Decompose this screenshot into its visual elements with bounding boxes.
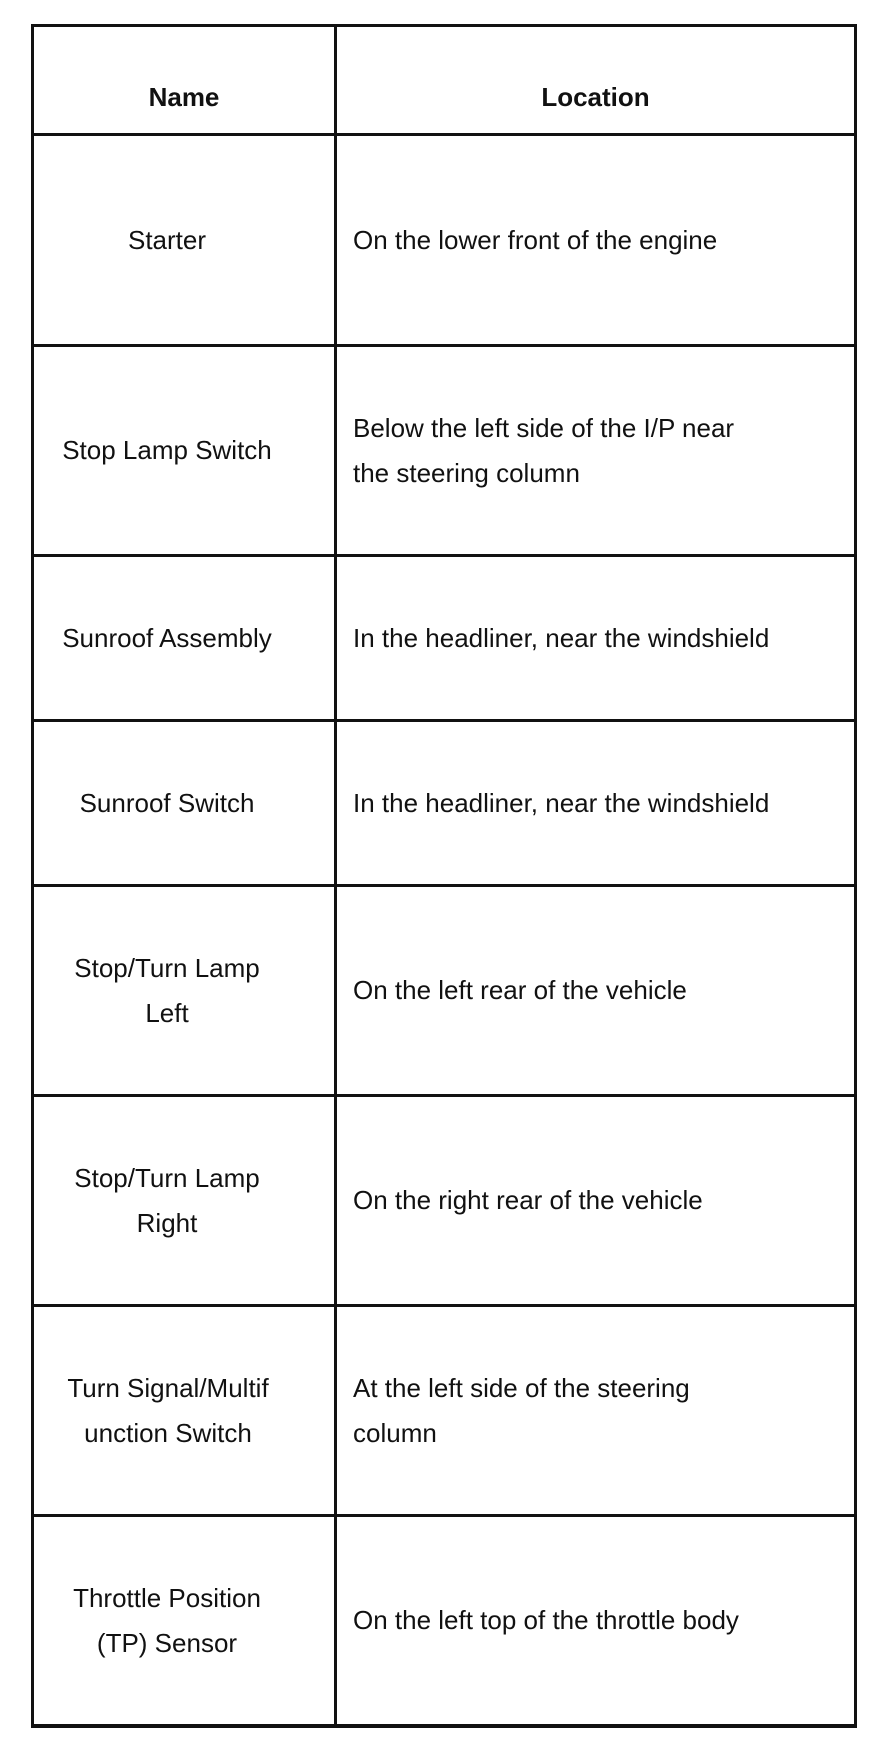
component-name: Turn Signal/Multifunction Switch (33, 1306, 336, 1516)
component-location: In the headliner, near the windshield (336, 721, 856, 886)
component-name: Starter (33, 135, 336, 346)
component-location-table (31, 24, 857, 1728)
header-row (33, 26, 856, 135)
component-location: In the headliner, near the windshield (336, 556, 856, 721)
component-location: At the left side of the steering column (336, 1306, 856, 1516)
table-row (33, 1516, 856, 1727)
component-name: Sunroof Switch (33, 721, 336, 886)
component-location: On the left top of the throttle body (336, 1516, 856, 1727)
table-row (33, 1096, 856, 1306)
component-location: On the right rear of the vehicle (336, 1096, 856, 1306)
table-row (33, 346, 856, 556)
header-location: Location (336, 26, 856, 135)
component-name: Stop/Turn Lamp Right (33, 1096, 336, 1306)
component-name: Throttle Position (TP) Sensor (33, 1516, 336, 1727)
component-name: Stop Lamp Switch (33, 346, 336, 556)
component-location: Below the left side of the I/P near the steering column (336, 346, 856, 556)
component-location: On the left rear of the vehicle (336, 886, 856, 1096)
header-name: Name (33, 26, 336, 135)
table-row (33, 721, 856, 886)
table-row (33, 1306, 856, 1516)
table-row (33, 135, 856, 346)
table-row (33, 886, 856, 1096)
table-row (33, 556, 856, 721)
component-name: Stop/Turn Lamp Left (33, 886, 336, 1096)
component-location: On the lower front of the engine (336, 135, 856, 346)
component-name: Sunroof Assembly (33, 556, 336, 721)
